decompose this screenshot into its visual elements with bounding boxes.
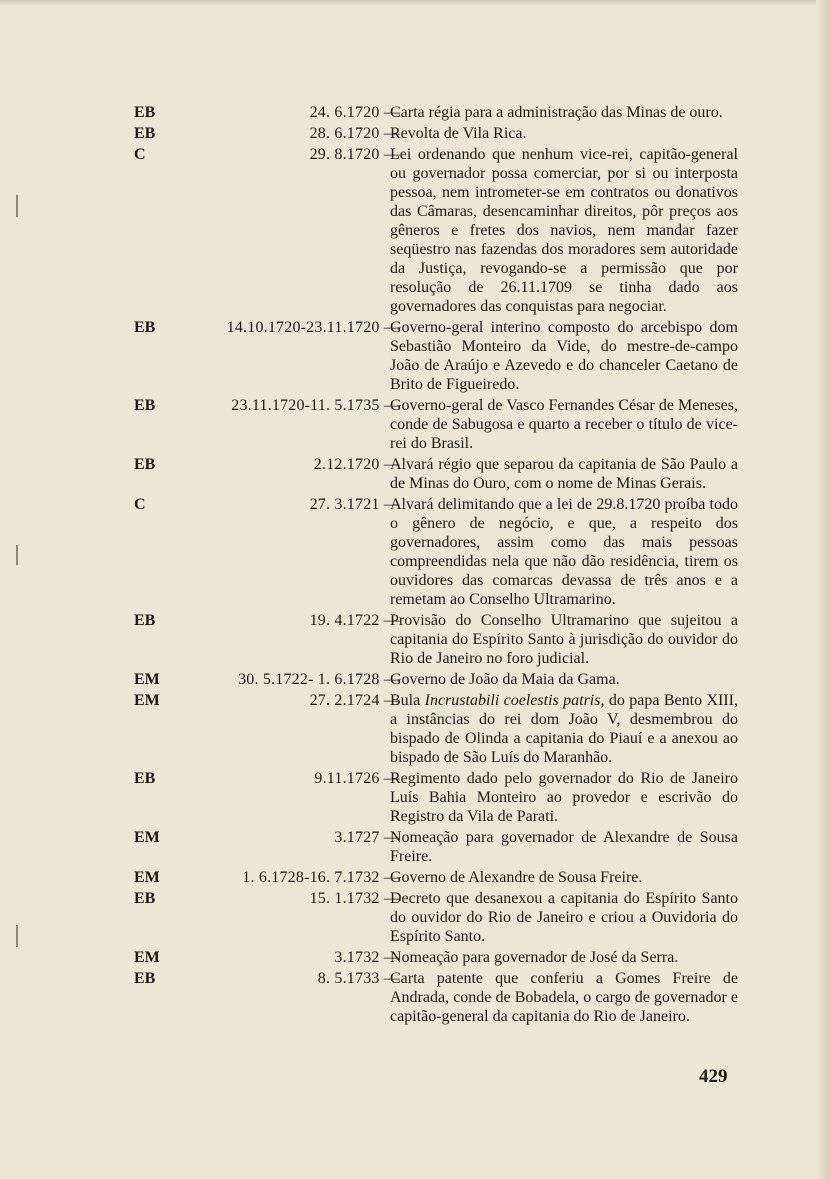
entry-date: 2.12.1720 — <box>313 456 400 473</box>
entry-text-post: do papa Bento XIII, a instâncias do rei dom João V, desmembrou do bispado de Olinda a capitania do Piauí e a anexou ao bispado de São Luís do Maranhão. <box>390 692 738 766</box>
list-item <box>0 769 830 826</box>
entry-code: EM <box>134 949 160 966</box>
entry-date: 19. 4.1722 — <box>309 612 400 629</box>
list-item <box>0 455 830 493</box>
page-number: 429 <box>699 1066 728 1087</box>
entry-date: 9.11.1726 — <box>314 770 400 787</box>
page-top-edge <box>0 0 830 6</box>
list-item <box>0 670 830 689</box>
list-item <box>0 691 830 767</box>
entry-text: Carta régia para a administração das Minas de ouro. <box>390 104 723 121</box>
entry-code: EM <box>134 671 160 688</box>
entry-code: C <box>134 146 146 163</box>
entry-text: Governo de João da Maia da Gama. <box>390 671 620 688</box>
list-item <box>0 828 830 866</box>
bull-title: Incrustabili coelestis patris, <box>424 692 605 709</box>
entry-code: EB <box>134 456 156 473</box>
entry-text: Provisão do Conselho Ultramarino que sujeitou a capitania do Espírito Santo à jurisdição do ouvidor do Rio de Janeiro no foro judicial. <box>390 612 738 667</box>
entry-date: 29. 8.1720 — <box>309 146 400 163</box>
entry-date: 3.1732 — <box>334 949 400 966</box>
entry-code: EB <box>134 770 156 787</box>
list-item <box>0 124 830 143</box>
entry-text: Alvará delimitando que a lei de 29.8.1720 proíba todo o gênero de negócio, e que, a respeito dos governadores, assim como das mais pessoas compreendidas nela que não dão residência, tirem os ouvidores das comarcas devassa de três anos e a remetam ao Conselho Ultramarino. <box>390 496 738 608</box>
entry-text: Regimento dado pelo governador do Rio de Janeiro Luís Bahia Monteiro ao provedor e escrivão do Registro da Vila de Parati. <box>390 770 738 825</box>
entry-text: Governo-geral interino composto do arcebispo dom Sebastião Monteiro da Vide, do mestre-de-campo João de Araújo e Azevedo e do chanceler Caetano de Brito de Figueiredo. <box>390 319 738 393</box>
entry-date: 1. 6.1728-16. 7.1732 — <box>242 869 400 886</box>
entry-code: EB <box>134 319 156 336</box>
entry-text: Nomeação para governador de José da Serra. <box>390 949 679 966</box>
entry-text: Governo de Alexandre de Sousa Freire. <box>390 869 643 886</box>
list-item <box>0 611 830 668</box>
list-item <box>0 103 830 122</box>
entry-date: 27. 3.1721 — <box>309 496 400 513</box>
entry-date: 30. 5.1722- 1. 6.1728 — <box>238 671 400 688</box>
entry-text: Nomeação para governador de Alexandre de Sousa Freire. <box>390 829 738 865</box>
entry-code: EB <box>134 612 156 629</box>
list-item <box>0 868 830 887</box>
entry-date: 3.1727 — <box>334 829 400 846</box>
entry-code: EB <box>134 397 156 414</box>
chronology-list <box>0 103 830 1028</box>
entry-code: C <box>134 496 146 513</box>
entry-date: 23.11.1720-11. 5.1735 — <box>231 397 400 414</box>
entry-text <box>390 691 738 767</box>
entry-text: Alvará régio que separou da capitania de São Paulo a de Minas do Ouro, com o nome de Minas Gerais. <box>390 456 738 492</box>
entry-code: EM <box>134 829 160 846</box>
entry-text: Decreto que desanexou a capitania do Espírito Santo do ouvidor do Rio de Janeiro e criou a Ouvidoria do Espírito Santo. <box>390 890 738 945</box>
entry-code: EB <box>134 970 156 987</box>
entry-date: 8. 5.1733 — <box>317 970 400 987</box>
list-item <box>0 396 830 453</box>
entry-text: Lei ordenando que nenhum vice-rei, capitão-general ou governador possa comerciar, por si ou interposta pessoa, nem intrometer-se em contratos ou donativos das Câmaras, desencaminhar direitos, pôr preços aos gêneros e fretes dos navios, nem mandar fazer seqüestro nas fazendas dos moradores sem autoridade da Justiça, revogando-se a permissão que por resolução de 26.11.1709 se tinha dado aos governadores das conquistas para negociar. <box>390 146 738 315</box>
list-item <box>0 318 830 394</box>
entry-date: 24. 6.1720 — <box>309 104 400 121</box>
entry-code: EB <box>134 890 156 907</box>
entry-date: 15. 1.1732 — <box>309 890 400 907</box>
entry-code: EM <box>134 692 160 709</box>
entry-code: EB <box>134 125 156 142</box>
list-item <box>0 948 830 967</box>
list-item <box>0 889 830 946</box>
entry-date: 14.10.1720-23.11.1720 — <box>226 319 400 336</box>
list-item <box>0 969 830 1026</box>
list-item <box>0 495 830 609</box>
entry-text: Carta patente que conferiu a Gomes Freire de Andrada, conde de Bobadela, o cargo de governador e capitão-general da capitania do Rio de Janeiro. <box>390 970 738 1025</box>
entry-date: 28. 6.1720 — <box>309 125 400 142</box>
entry-text-pre: Bula <box>390 692 425 709</box>
entry-text: Governo-geral de Vasco Fernandes César de Meneses, conde de Sabugosa e quarto a receber o título de vice-rei do Brasil. <box>390 397 738 452</box>
list-item <box>0 145 830 316</box>
entry-code: EM <box>134 869 160 886</box>
entry-code: EB <box>134 104 156 121</box>
entry-date: 27. 2.1724 — <box>309 692 400 709</box>
entry-text: Revolta de Vila Rica. <box>390 125 527 142</box>
